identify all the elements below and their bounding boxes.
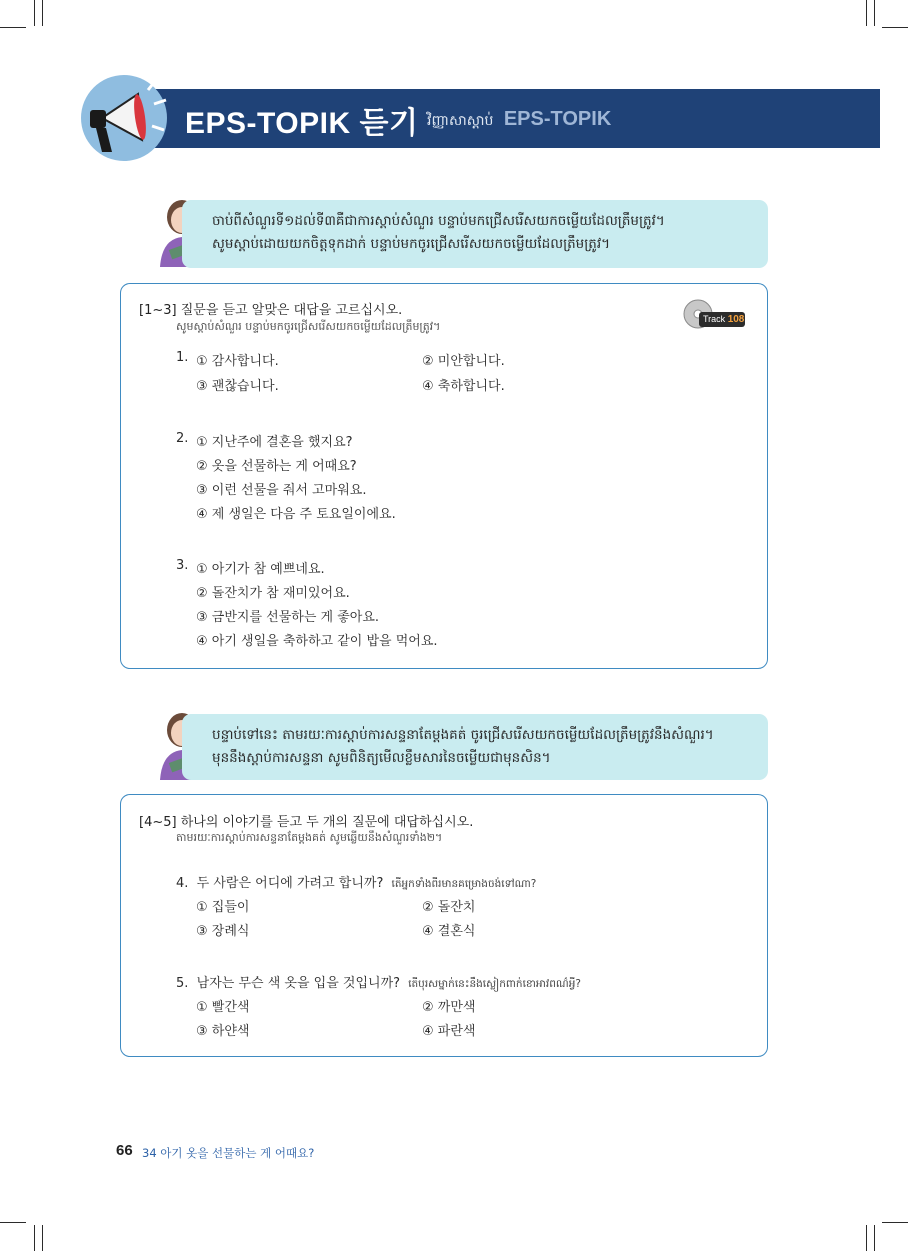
q1-option-1[interactable]: ① 감사합니다. xyxy=(196,354,279,369)
q5-option-1[interactable]: ① 빨간색 xyxy=(196,1000,250,1015)
question-5-number: 5. xyxy=(176,976,189,991)
q4-option-4[interactable]: ④ 결혼식 xyxy=(422,924,476,939)
section-2-subtitle: តាមរយៈការស្ដាប់ការសន្ទនាតែម្ដងគត់ សូមឆ្លើយនឹងសំណួរទាំង២។ xyxy=(176,831,443,844)
crop-mark xyxy=(0,27,26,28)
q5-option-3[interactable]: ③ 하얀색 xyxy=(196,1024,250,1039)
q1-option-3[interactable]: ③ 괜찮습니다. xyxy=(196,379,279,394)
crop-mark xyxy=(42,0,43,26)
crop-mark xyxy=(866,0,867,26)
page-number: 66 xyxy=(116,1142,133,1159)
crop-mark xyxy=(42,1225,43,1251)
q2-option-4[interactable]: ④ 제 생일은 다음 주 토요일이에요. xyxy=(196,507,396,522)
crop-mark xyxy=(0,1222,26,1223)
question-2-number: 2. xyxy=(176,431,189,446)
question-1-number: 1. xyxy=(176,350,189,365)
crop-mark xyxy=(34,1225,35,1251)
q4-option-2[interactable]: ② 돌잔치 xyxy=(422,900,476,915)
header-subtitle xyxy=(427,108,611,132)
question-4 xyxy=(176,872,536,893)
header-subtitle-en: EPS-TOPIK xyxy=(503,108,612,130)
q5-option-4[interactable]: ④ 파란색 xyxy=(422,1024,476,1039)
track-text: Track xyxy=(703,314,726,324)
section-2-heading: [4~5] 하나의 이야기를 듣고 두 개의 질문에 대답하십시오. xyxy=(139,815,474,830)
instruction-1-line-2: សូមស្ដាប់ដោយយកចិត្តទុកដាក់ បន្ទាប់មកចូរជ្រើសរើសយកចម្លើយដែលត្រឹមត្រូវ។ xyxy=(212,236,611,252)
question-5 xyxy=(176,972,581,993)
q3-option-2[interactable]: ② 돌잔치가 참 재미있어요. xyxy=(196,586,350,601)
question-5-text: 남자는 무슨 색 옷을 입을 것입니까? xyxy=(196,976,401,991)
q4-option-3[interactable]: ③ 장례식 xyxy=(196,924,250,939)
crop-mark xyxy=(866,1225,867,1251)
instruction-1-line-1: ចាប់ពីសំណួរទី១ដល់ទី៣គឺជាការស្ដាប់សំណួរ បន្ទាប់មកជ្រើសរើសយកចម្លើយដែលត្រឹមត្រូវ។ xyxy=(212,213,665,229)
q1-option-4[interactable]: ④ 축하합니다. xyxy=(422,379,505,394)
q4-option-1[interactable]: ① 집들이 xyxy=(196,900,250,915)
q2-option-2[interactable]: ② 옷을 선물하는 게 어때요? xyxy=(196,459,357,474)
megaphone-icon xyxy=(80,74,168,162)
instruction-2-line-2: មុននឹងស្ដាប់ការសន្ទនា សូមពិនិត្យមើលខ្លឹមសារនៃចម្លើយជាមុនសិន។ xyxy=(212,750,551,766)
crop-mark xyxy=(874,0,875,26)
track-label xyxy=(699,312,745,327)
page-title: EPS-TOPIK 듣기 xyxy=(185,107,419,140)
question-4-km: តើអ្នកទាំងពីរមានគម្រោងចង់ទៅណា? xyxy=(391,878,537,890)
instruction-bubble-2 xyxy=(182,714,768,780)
header-subtitle-km: វិញ្ញាសាស្ដាប់ xyxy=(427,113,494,129)
instruction-2-line-1: បន្ទាប់ទៅនេះ តាមរយៈការស្ដាប់ការសន្ទនាតែម្ដងគត់ ចូរជ្រើសរើសយកចម្លើយដែលត្រឹមត្រូវនឹងសំណួរ។ xyxy=(212,727,714,743)
q3-option-4[interactable]: ④ 아기 생일을 축하하고 같이 밥을 먹어요. xyxy=(196,634,438,649)
question-5-km: តើបុរសម្នាក់នេះនឹងស្លៀកពាក់ខោអាវពណ៌អ្វី? xyxy=(408,978,581,990)
crop-mark xyxy=(874,1225,875,1251)
q5-option-2[interactable]: ② 까만색 xyxy=(422,1000,476,1015)
section-1-subtitle: សូមស្ដាប់សំណួរ បន្ទាប់មកចូរជ្រើសរើសយកចម្លើយដែលត្រឹមត្រូវ។ xyxy=(176,320,441,333)
q1-option-2[interactable]: ② 미안합니다. xyxy=(422,354,505,369)
q2-option-3[interactable]: ③ 이런 선물을 줘서 고마워요. xyxy=(196,483,367,498)
question-3-number: 3. xyxy=(176,558,189,573)
q2-option-1[interactable]: ① 지난주에 결혼을 했지요? xyxy=(196,435,353,450)
lesson-title: 34 아기 옷을 선물하는 게 어때요? xyxy=(142,1146,315,1160)
question-4-number: 4. xyxy=(176,876,189,891)
q3-option-3[interactable]: ③ 금반지를 선물하는 게 좋아요. xyxy=(196,610,380,625)
header-bar xyxy=(140,89,880,148)
question-4-text: 두 사람은 어디에 가려고 합니까? xyxy=(196,876,384,891)
instruction-bubble-1 xyxy=(182,200,768,268)
crop-mark xyxy=(34,0,35,26)
crop-mark xyxy=(882,1222,908,1223)
track-number: 108 xyxy=(727,314,745,325)
crop-mark xyxy=(882,27,908,28)
section-1-heading: [1~3] 질문을 듣고 알맞은 대답을 고르십시오. xyxy=(139,303,403,318)
q3-option-1[interactable]: ① 아기가 참 예쁘네요. xyxy=(196,562,325,577)
audio-track-badge[interactable] xyxy=(683,299,747,329)
